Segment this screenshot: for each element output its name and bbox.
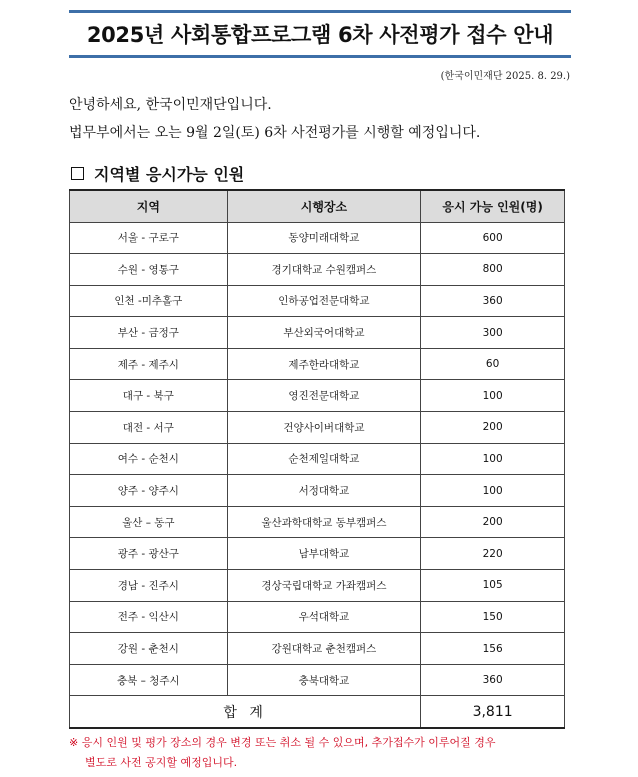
cell-region: 수원 - 영통구 bbox=[70, 254, 228, 286]
cell-venue: 동양미래대학교 bbox=[227, 222, 421, 254]
table-row bbox=[70, 475, 565, 507]
table-row bbox=[70, 601, 565, 633]
cell-capacity: 600 bbox=[421, 222, 565, 254]
cell-region: 부산 - 금정구 bbox=[70, 317, 228, 349]
table-row bbox=[70, 317, 565, 349]
cell-capacity: 200 bbox=[421, 412, 565, 444]
cell-region: 울산 – 동구 bbox=[70, 506, 228, 538]
cell-region: 제주 - 제주시 bbox=[70, 348, 228, 380]
venue-table bbox=[69, 189, 565, 729]
cell-capacity: 100 bbox=[421, 475, 565, 507]
cell-capacity: 150 bbox=[421, 601, 565, 633]
cell-venue: 남부대학교 bbox=[227, 538, 421, 570]
title-banner bbox=[69, 10, 571, 58]
cell-capacity: 360 bbox=[421, 285, 565, 317]
total-value: 3,811 bbox=[421, 696, 565, 728]
cell-capacity: 300 bbox=[421, 317, 565, 349]
cell-region: 대전 - 서구 bbox=[70, 412, 228, 444]
page-title: 2025년 사회통합프로그램 6차 사전평가 접수 안내 bbox=[86, 23, 554, 47]
header-capacity: 응시 가능 인원(명) bbox=[421, 190, 565, 222]
cell-capacity: 800 bbox=[421, 254, 565, 286]
cell-region: 전주 - 익산시 bbox=[70, 601, 228, 633]
table-row bbox=[70, 348, 565, 380]
notice bbox=[69, 733, 575, 773]
cell-region: 광주 - 광산구 bbox=[70, 538, 228, 570]
cell-venue: 인하공업전문대학교 bbox=[227, 285, 421, 317]
cell-region: 여수 - 순천시 bbox=[70, 443, 228, 475]
cell-venue: 건양사이버대학교 bbox=[227, 412, 421, 444]
section-heading bbox=[71, 162, 244, 185]
table-row bbox=[70, 664, 565, 696]
total-row bbox=[70, 696, 565, 728]
table-row bbox=[70, 538, 565, 570]
section-title: 지역별 응시가능 인원 bbox=[94, 165, 245, 184]
cell-region: 서울 - 구로구 bbox=[70, 222, 228, 254]
cell-venue: 우석대학교 bbox=[227, 601, 421, 633]
cell-capacity: 100 bbox=[421, 443, 565, 475]
cell-venue: 충북대학교 bbox=[227, 664, 421, 696]
cell-region: 경남 - 진주시 bbox=[70, 570, 228, 602]
table-row bbox=[70, 570, 565, 602]
checkbox-square-icon bbox=[71, 167, 84, 180]
cell-region: 충북 – 청주시 bbox=[70, 664, 228, 696]
issuer-date: (한국이민재단 2025. 8. 29.) bbox=[440, 71, 570, 82]
cell-capacity: 60 bbox=[421, 348, 565, 380]
cell-venue: 제주한라대학교 bbox=[227, 348, 421, 380]
cell-venue: 서정대학교 bbox=[227, 475, 421, 507]
table-row bbox=[70, 633, 565, 665]
cell-venue: 영진전문대학교 bbox=[227, 380, 421, 412]
table-row bbox=[70, 222, 565, 254]
cell-region: 양주 - 양주시 bbox=[70, 475, 228, 507]
cell-venue: 경상국립대학교 가좌캠퍼스 bbox=[227, 570, 421, 602]
cell-venue: 부산외국어대학교 bbox=[227, 317, 421, 349]
cell-region: 인천 -미추홀구 bbox=[70, 285, 228, 317]
cell-venue: 강원대학교 춘천캠퍼스 bbox=[227, 633, 421, 665]
intro-text: 법무부에서는 오는 9월 2일(토) 6차 사전평가를 시행할 예정입니다. bbox=[69, 125, 481, 141]
header-region: 지역 bbox=[70, 190, 228, 222]
cell-capacity: 220 bbox=[421, 538, 565, 570]
table-header-row bbox=[70, 190, 565, 222]
cell-capacity: 360 bbox=[421, 664, 565, 696]
cell-region: 강원 - 춘천시 bbox=[70, 633, 228, 665]
table-row bbox=[70, 285, 565, 317]
table-row bbox=[70, 412, 565, 444]
table-row bbox=[70, 506, 565, 538]
cell-capacity: 105 bbox=[421, 570, 565, 602]
cell-capacity: 100 bbox=[421, 380, 565, 412]
table-row bbox=[70, 443, 565, 475]
header-venue: 시행장소 bbox=[227, 190, 421, 222]
cell-capacity: 156 bbox=[421, 633, 565, 665]
cell-capacity: 200 bbox=[421, 506, 565, 538]
greeting-text: 안녕하세요, 한국이민재단입니다. bbox=[69, 97, 272, 113]
cell-venue: 울산과학대학교 동부캠퍼스 bbox=[227, 506, 421, 538]
notice-line-1: ※ 응시 인원 및 평가 장소의 경우 변경 또는 취소 될 수 있으며, 추가접수가 이루어질 경우 bbox=[69, 736, 496, 749]
cell-venue: 경기대학교 수원캠퍼스 bbox=[227, 254, 421, 286]
total-label: 합 계 bbox=[70, 696, 421, 728]
notice-line-2: 별도로 사전 공지할 예정입니다. bbox=[85, 756, 238, 769]
table-row bbox=[70, 254, 565, 286]
cell-region: 대구 - 북구 bbox=[70, 380, 228, 412]
table-row bbox=[70, 380, 565, 412]
cell-venue: 순천제일대학교 bbox=[227, 443, 421, 475]
